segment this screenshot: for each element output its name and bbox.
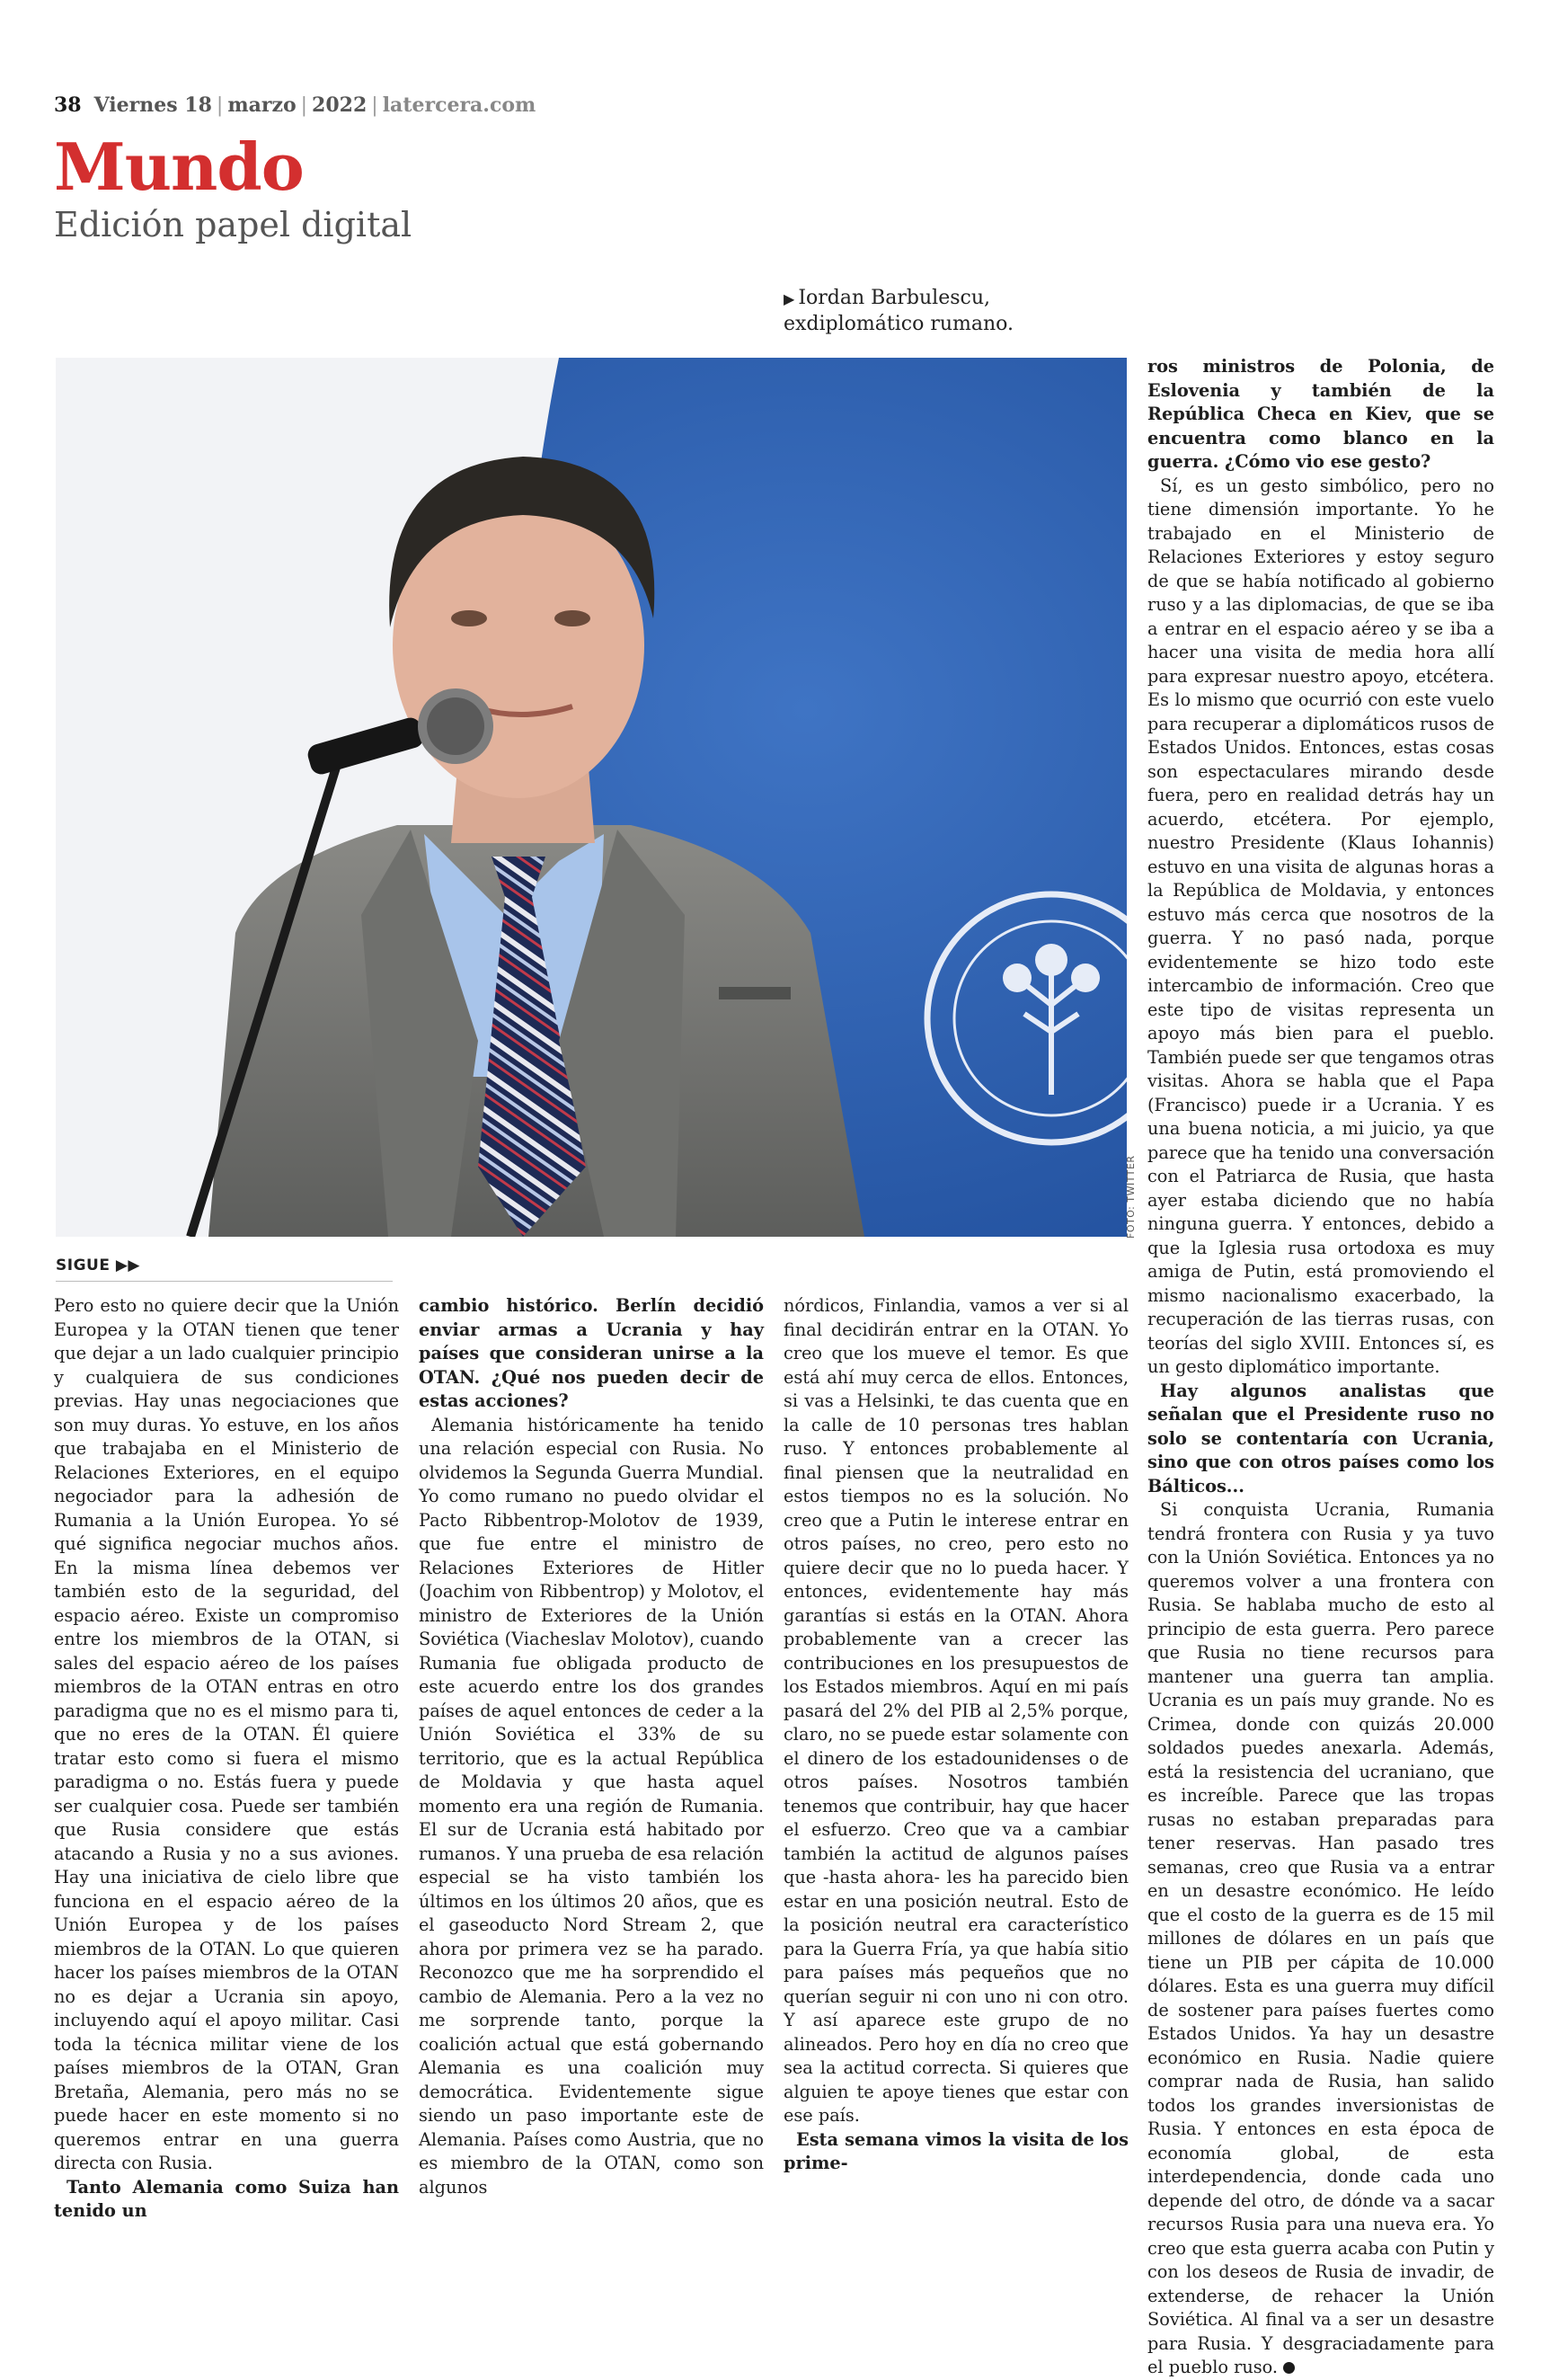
question-paragraph: Esta semana vimos la visita de los prime- <box>784 2128 1129 2173</box>
header-year: 2022 <box>312 93 368 117</box>
header-month: marzo <box>227 93 297 117</box>
continue-label: SIGUE ▶▶ <box>56 1257 141 1274</box>
header-day: Viernes 18 <box>93 93 212 117</box>
page-number: 38 <box>54 93 82 117</box>
question-paragraph: Hay algunos analistas que señalan que el Presidente ruso no solo se contentaría con Ucrania, sino que con otros países como los Bálticos... <box>1147 1380 1494 1496</box>
end-mark-icon <box>1283 2362 1295 2374</box>
question-paragraph: cambio histórico. Berlín decidió enviar armas a Ucrania y hay países que consideran unirse a la OTAN. ¿Qué nos pueden decir de estas acciones? <box>419 1295 764 1411</box>
caption-text: Iordan Barbulescu, exdiplomático rumano. <box>784 287 1014 335</box>
question-paragraph: ros ministros de Polonia, de Eslovenia y también de la República Checa en Kiev, que se encuentra como blanco en la guerra. ¿Cómo vio ese gesto? <box>1147 356 1494 472</box>
section-title: Mundo <box>54 129 304 205</box>
section-subtitle: Edición papel digital <box>54 205 412 244</box>
article-column-4 <box>1147 355 1494 2380</box>
paragraph-final <box>1147 1498 1494 2380</box>
photo-caption <box>784 286 1125 337</box>
photo-credit: FOTO: TWITTER <box>1125 1155 1137 1239</box>
final-paragraph-text: Si conquista Ucrania, Rumania tendrá frontera con Rusia y ya tuvo con la Unión Soviética. Entonces ya no queremos volver a una frontera con Rusia. Se hablaba mucho de esto al principio de esta guerra. Pero parece que Rusia no tiene recursos para mantener una guerra tan amplia. Ucrania es un país muy grande. No es Crimea, donde con quizás 20.000 soldados puedes anexarla. Además, está la resistencia del ucraniano, que es increíble. Parece que las tropas rusas no estaban preparadas para tener reservas. Han pasado tres semanas, creo que Rusia va a entrar en un desastre económico. He leído que el costo de la guerra es de 15 mil millones de dólares en un país que tiene un PIB per cápita de 10.000 dólares. Esta es una guerra muy difícil de sostener para países fuertes como Estados Unidos. Ya hay un desastre económico en Rusia. Nadie quiere comprar nada de Rusia, han salido todos los grandes inversionistas de Rusia. Y entonces en esta época de economía global, de esta interdependencia, donde cada uno depende del otro, de dónde va a sacar recursos Rusia para una nueva era. Yo creo que esta guerra acaba con Putin y con los deseos de Rusia de invadir, de extenderse, de rehacer la Unión Soviética. Al final va a ser un desastre para Rusia. Y desgraciadamente para el pueblo ruso. <box>1147 1499 1494 2377</box>
continue-divider <box>56 1281 393 1282</box>
paragraph: nórdicos, Finlandia, vamos a ver si al final decidirán entrar en la OTAN. Yo creo que los mueve el temor. Es que está ahí muy cerca de ellos. Entonces, si vas a Helsinki, te das cuenta que en la calle de 10 personas tres hablan ruso. Y entonces probablemente al final piensen que la neutralidad en estos tiempos no es la solución. No creo que a Putin le interese entrar en otros países, no creo, pero esto no quiere decir que no lo pueda hacer. Y entonces, evidentemente hay más garantías si estás en la OTAN. Ahora probablemente van a crecer las contribuciones en los presupuestos de los Estados miembros. Aquí en mi país pasará del 2% del PIB al 2,5% porque, claro, no se puede estar solamente con el dinero de los estadounidenses o de otros países. Nosotros también tenemos que contribuir, hay que hacer el esfuerzo. Creo que va a cambiar también la actitud de algunos países que -hasta ahora- les ha parecido bien estar en una posición neutral. Esto de la posición neutral era característico para la Guerra Fría, ya que había sitio para países más pequeños que no querían seguir ni con uno ni con otro. Y así aparece este grupo de no alineados. Pero hoy en día no creo que sea la actitud correcta. Si quieres que alguien te apoye tienes que estar con ese país. <box>784 1295 1129 2126</box>
caption-arrow-icon: ▶ <box>784 290 795 307</box>
page-header: 38 Viernes 18 | marzo | 2022 | latercera.com <box>54 93 536 117</box>
portrait-illustration <box>56 358 1127 1237</box>
paragraph: Alemania históricamente ha tenido una relación especial con Rusia. No olvidemos la Segunda Guerra Mundial. Yo como rumano no puedo olvidar el Pacto Ribbentrop-Molotov de 1939, que fue entre el ministro de Relaciones Exteriores de Hitler (Joachim von Ribbentrop) y Molotov, el ministro de Exteriores de la Unión Soviética (Viacheslav Molotov), cuando Rumania fue obligada producto de este acuerdo entre los dos grandes países de aquel entonces de ceder a la Unión Soviética el 33% de su territorio, que es la actual República de Moldavia y que hasta aquel momento era una región de Rumania. El sur de Ucrania está habitado por rumanos. Y una prueba de esa relación especial se ha visto también los últimos en los últimos 20 años, que es el gaseoducto Nord Stream 2, que ahora por primera vez se ha parado. Reconozco que me ha sorprendido el cambio de Alemania. Pero a la vez no me sorprende tanto, porque la coalición actual que está gobernando Alemania es una coalición muy democrática. Evidentemente sigue siendo un paso importante este de Alemania. Países como Austria, que no es miembro de la OTAN, como son algunos <box>419 1414 764 2198</box>
portrait-photo <box>56 358 1127 1237</box>
paragraph: Sí, es un gesto simbólico, pero no tiene dimensión importante. Yo he trabajado en el Ministerio de Relaciones Exteriores y estoy seguro de que se había notificado al gobierno ruso y a las diplomacias, de que se iba a entrar en el espacio aéreo y se iba a hacer una visita de media hora allí para expresar nuestro apoyo, etcétera. Es lo mismo que ocurrió con este vuelo para recuperar a diplomáticos rusos de Estados Unidos. Entonces, estas cosas son espectaculares mirando desde fuera, pero en realidad detrás hay un acuerdo, etcétera. Por ejemplo, nuestro Presidente (Klaus Iohannis) estuvo en una visita de algunas horas a la República de Moldavia, y entonces estuvo más cerca que nosotros de la guerra. Y no pasó nada, porque evidentemente se hizo todo este intercambio de información. Creo que este tipo de visitas representa un apoyo más bien para el pueblo. También puede ser que tengamos otras visitas. Ahora se habla que el Papa (Francisco) puede ir a Ucrania. Y es una buena noticia, a mi juicio, ya que parece que ha tenido una conversación con el Patriarca de Rusia, que hasta ayer estaba diciendo que no había ninguna guerra. Y entonces, debido a que la Iglesia rusa ortodoxa es muy amiga de Putin, está promoviendo el mismo nacionalismo exacerbado, la recuperación de las tierras rusas, con teorías del siglo XVIII. Entonces sí, es un gesto diplomático importante. <box>1147 475 1494 1377</box>
article-column-1 <box>54 1294 399 2224</box>
header-site-link[interactable]: latercera.com <box>382 93 536 117</box>
article-column-3 <box>784 1294 1129 2176</box>
article-column-2 <box>419 1294 764 2199</box>
paragraph: Pero esto no quiere decir que la Unión Europea y la OTAN tienen que tener que dejar a un lado cualquier principio y cualquiera de sus condiciones previas. Hay unas negociaciones que son muy duras. Yo estuve, en los años que trabajaba en el Ministerio de Relaciones Exteriores, en el equipo negociador para la adhesión de Rumania a la Unión Europea. Yo sé qué significa negociar muchos años. En la misma línea debemos ver también esto de la seguridad, del espacio aéreo. Existe un compromiso entre los miembros de la OTAN, si sales del espacio aéreo de los países miembros de la OTAN entras en otro paradigma que no es el mismo para ti, que no eres de la OTAN. Él quiere tratar esto como si fuera el mismo paradigma o no. Estás fuera y puede ser cualquier cosa. Puede ser también que Rusia considere que estás atacando a Rusia y no a sus aviones. Hay una iniciativa de cielo libre que funciona en el espacio aéreo de la Unión Europea y de los países miembros de la OTAN. Lo que quieren hacer los países miembros de la OTAN no es dejar a Ucrania sin apoyo, incluyendo aquí el apoyo militar. Casi toda la técnica militar viene de los países miembros de la OTAN, Gran Bretaña, Alemania, pero más no se puede hacer en este momento si no queremos entrar en una guerra directa con Rusia. <box>54 1295 399 2173</box>
question-paragraph: Tanto Alemania como Suiza han tenido un <box>54 2176 399 2221</box>
